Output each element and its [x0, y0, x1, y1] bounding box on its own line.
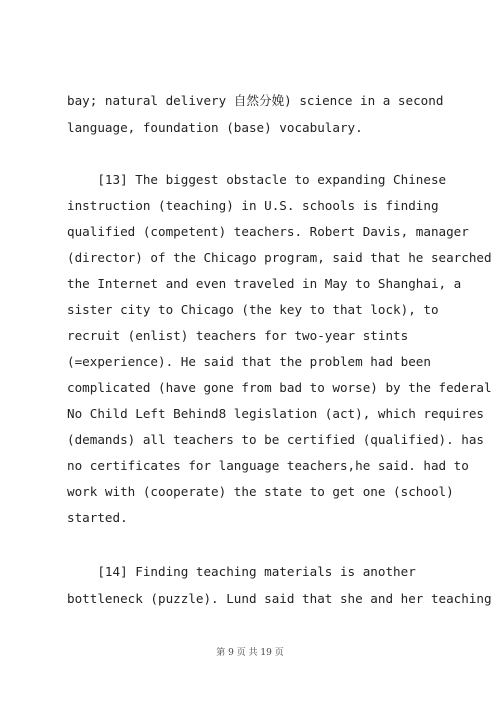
paragraph-12-line-1: bay; natural delivery 自然分娩) science in a second	[67, 93, 444, 108]
paragraph-13-line-11: (demands) all teachers to be certified (qualified). has	[67, 432, 485, 447]
paragraph-14-line-1: [14] Finding teaching materials is another	[67, 564, 416, 579]
paragraph-13-line-3: qualified (competent) teachers. Robert Davis, manager	[67, 224, 469, 239]
paragraph-13-line-7: recruit (enlist) teachers for two-year stints	[67, 328, 409, 343]
paragraph-13-line-13: work with (cooperate) the state to get one (school)	[67, 484, 454, 499]
paragraph-13-line-10: No Child Left Behind8 legislation (act), which requires	[67, 406, 485, 421]
paragraph-13-line-12: no certificates for language teachers,he said. had to	[67, 458, 469, 473]
paragraph-13-line-4: (director) of the Chicago program, said that he searched	[67, 250, 492, 265]
paragraph-13-line-9: complicated (have gone from bad to worse) by the federal	[67, 380, 492, 395]
paragraph-13-line-1: [13] The biggest obstacle to expanding Chinese	[67, 172, 447, 187]
paragraph-13-line-5: the Internet and even traveled in May to Shanghai, a	[67, 276, 462, 291]
page-number-footer: 第 9 页 共 19 页	[216, 648, 284, 658]
paragraph-12-line-2: language, foundation (base) vocabulary.	[67, 120, 363, 135]
paragraph-14-line-2: bottleneck (puzzle). Lund said that she and her teaching	[67, 591, 492, 606]
paragraph-13-line-2: instruction (teaching) in U.S. schools is finding	[67, 198, 439, 213]
paragraph-13-line-14: started.	[67, 510, 128, 525]
paragraph-13-line-6: sister city to Chicago (the key to that lock), to	[67, 302, 439, 317]
paragraph-13-line-8: (=experience). He said that the problem had been	[67, 354, 431, 369]
